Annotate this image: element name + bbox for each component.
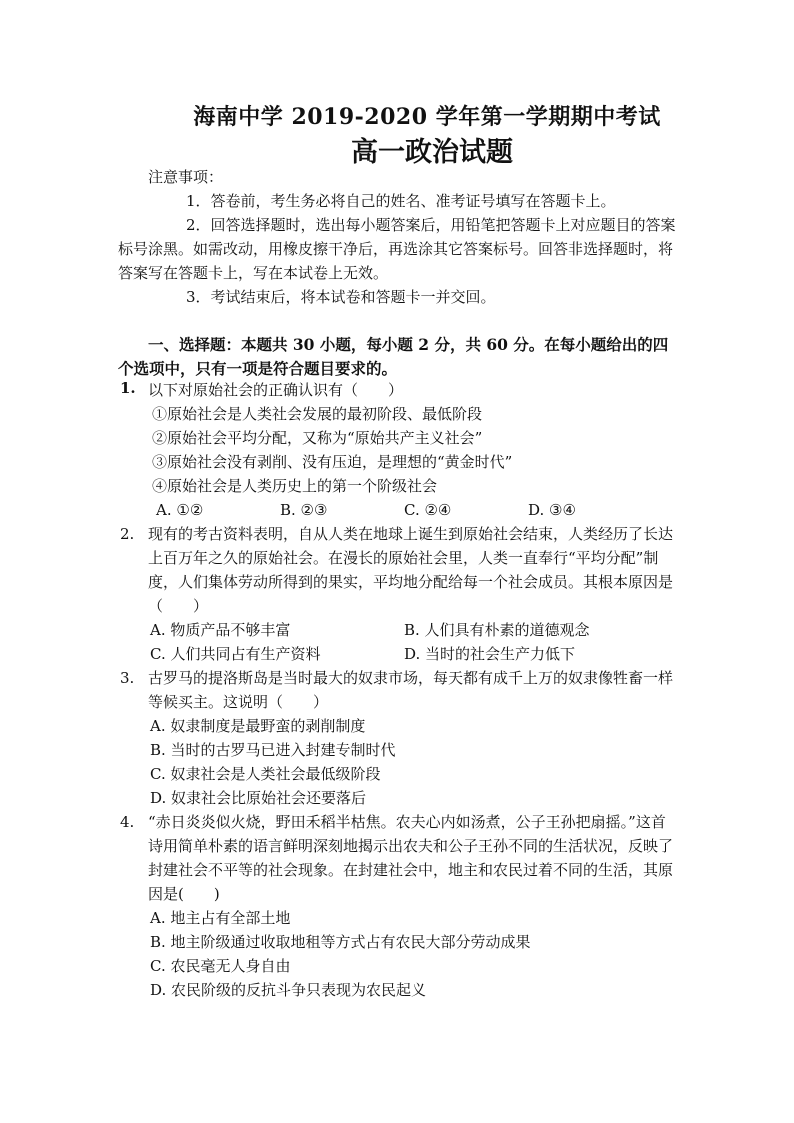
options-row: [148, 498, 678, 522]
exam-title: 海南中学 2019-2020 学年第一学期期中考试: [193, 104, 661, 130]
question-1: [118, 378, 678, 522]
option-c: C. 人们共同占有生产资料: [150, 645, 321, 663]
question-4: [118, 810, 678, 1002]
note-item-2: 2．回答选择题时，选出每小题答案后，用铅笔把答题卡上对应题目的答案标号涂黑。如需改动，用橡皮擦干净后，再选涂其它答案标号。回答非选择题时，将答案写在答题卡上，写在本试卷上无效。: [118, 216, 676, 282]
statement-4: ④原始社会是人类历史上的第一个阶级社会: [152, 477, 438, 495]
option-a: A. 奴隶制度是最野蛮的剥削制度: [150, 717, 366, 735]
option-b: B. ②③: [280, 501, 328, 519]
question-number: 4.: [120, 813, 135, 831]
statement-2: ②原始社会平均分配，又称为“原始共产主义社会”: [152, 429, 483, 447]
options-row: [148, 642, 678, 666]
exam-subtitle: 高一政治试题: [351, 137, 513, 168]
option-d: D. 当时的社会生产力低下: [404, 645, 576, 663]
question-stem: 古罗马的提洛斯岛是当时最大的奴隶市场，每天都有成千上万的奴隶像牲畜一样等候买主。这说明（ ）: [148, 669, 674, 711]
section-heading: 一、选择题：本题共 30 小题，每小题 2 分，共 60 分。在每小题给出的四个选项中，只有一项是符合题目要求的。: [118, 335, 669, 378]
question-stem: 以下对原始社会的正确认识有（ ）: [148, 381, 404, 399]
option-c: C. 农民毫无人身自由: [150, 957, 291, 975]
question-stem: 现有的考古资料表明，自从人类在地球上诞生到原始社会结束，人类经历了长达上百万年之久的原始社会。在漫长的原始社会里，人类一直奉行“平均分配”制度，人们集体劳动所得到的果实，平均地分配给每一个社会成员。其根本原因是（ ）: [148, 525, 674, 615]
option-d: D. 农民阶级的反抗斗争只表现为农民起义: [150, 981, 427, 999]
notes-section: [118, 165, 678, 309]
option-b: B. 地主阶级通过收取地租等方式占有农民大部分劳动成果: [150, 933, 531, 951]
option-b: B. 当时的古罗马已进入封建专制时代: [150, 741, 396, 759]
notes-heading: 注意事项：: [148, 168, 224, 186]
question-number: 1.: [120, 379, 136, 397]
option-a: A. 物质产品不够丰富: [150, 621, 291, 639]
option-b: B. 人们具有朴素的道德观念: [404, 621, 590, 639]
question-number: 3.: [120, 669, 135, 687]
note-item-1: 1．答卷前，考生务必将自己的姓名、准考证号填写在答题卡上。: [186, 192, 616, 210]
option-d: D. 奴隶社会比原始社会还要落后: [150, 789, 367, 807]
statement-1: ①原始社会是人类社会发展的最初阶段、最低阶段: [152, 405, 483, 423]
option-c: C. ②④: [404, 501, 452, 519]
options-row: [148, 618, 678, 642]
note-item-3: 3．考试结束后，将本试卷和答题卡一并交回。: [186, 288, 496, 306]
question-list: [118, 378, 678, 1002]
question-3: [118, 666, 678, 810]
question-stem: “赤日炎炎似火烧，野田禾稻半枯焦。农夫心内如汤煮，公子王孙把扇摇。”这首诗用简单朴素的语言鲜明深刻地揭示出农夫和公子王孙不同的生活状况，反映了封建社会不平等的社会现象。在封建社会中，地主和农民过着不同的生活，其原因是( ): [148, 813, 674, 903]
question-2: [118, 522, 678, 666]
option-c: C. 奴隶社会是人类社会最低级阶段: [150, 765, 381, 783]
statement-3: ③原始社会没有剥削、没有压迫，是理想的“黄金时代”: [152, 453, 513, 471]
question-number: 2.: [120, 525, 135, 543]
option-d: D. ③④: [528, 501, 576, 519]
option-a: A. ①②: [156, 501, 204, 519]
option-a: A. 地主占有全部土地: [150, 909, 291, 927]
